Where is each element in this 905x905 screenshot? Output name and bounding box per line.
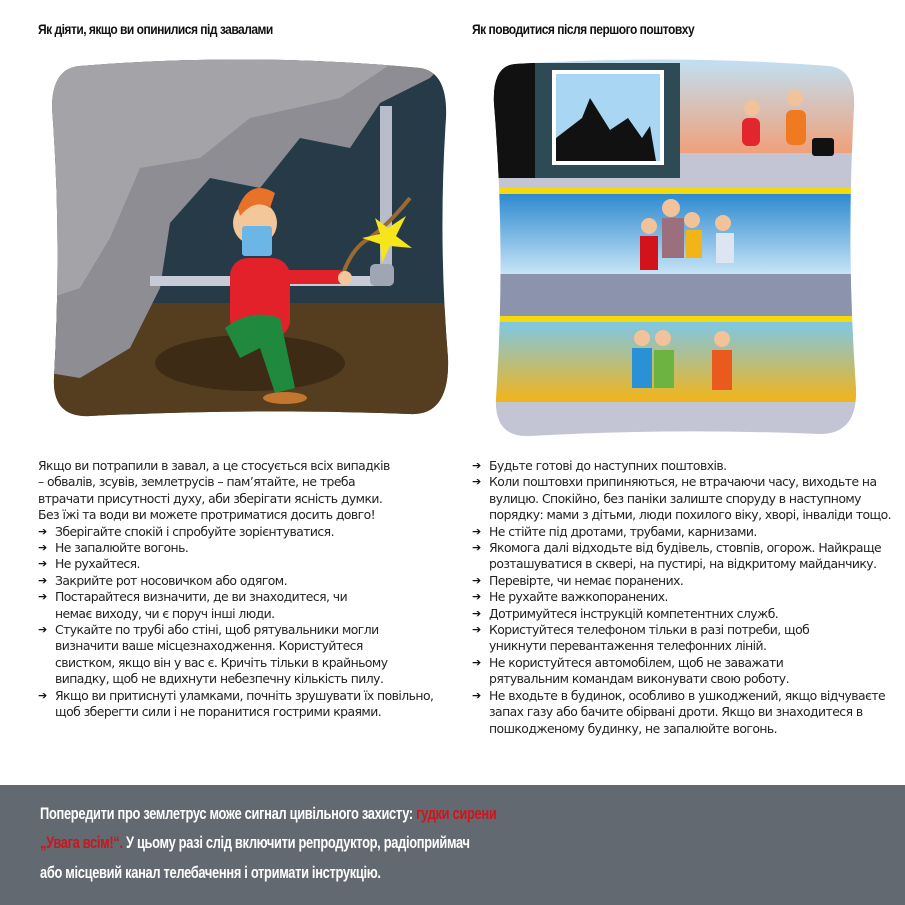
arrow-icon: ➔ (38, 573, 47, 587)
list-item: ➔ Не входьте в будинок, особливо в ушкоджений, якщо відчуваєте запах газу або бачите обірвані дроти. Якщо ви знаходитеся в пошкодженому будинку, не запалюйте вогонь. (472, 687, 886, 736)
rubble-illustration (50, 58, 450, 420)
warning-banner (0, 785, 905, 905)
left-list (38, 524, 438, 721)
left-intro (38, 458, 438, 524)
arrow-icon: ➔ (472, 524, 481, 538)
arrow-icon: ➔ (472, 573, 481, 587)
list-item: ➔ Не рухайтеся. (38, 556, 140, 572)
evacuation-illustration (490, 58, 858, 440)
arrow-icon: ➔ (38, 623, 47, 637)
right-list (472, 458, 892, 737)
banner-line-3: або місцевий канал телебачення і отримати інструкцію. (40, 864, 381, 882)
intro-line: Без їжі та води ви можете протриматися досить довго! (38, 507, 376, 523)
list-item: ➔ Закрийте рот носовичком або одягом. (38, 572, 287, 588)
shoes (263, 392, 307, 404)
arrow-icon: ➔ (472, 655, 481, 669)
list-item: ➔ Якщо ви притиснуті уламками, почніть зрушувати їх повільно, щоб зберегти сили і не поранитися гострими краями. (38, 687, 434, 720)
arm (280, 270, 345, 284)
list-item: ➔ Дотримуйтеся інструкцій компетентних служб. (472, 605, 779, 621)
list-item: ➔ Постарайтеся визначити, де ви знаходитеся, чи немає виходу, чи є поруч інші люди. (38, 589, 348, 621)
intro-line: – обвалів, зсувів, землетрусів – пам’ятайте, не треба (38, 474, 356, 490)
right-heading: Як поводитися після першого поштовху (472, 21, 695, 37)
scene2-ground (490, 274, 858, 316)
arrow-icon: ➔ (472, 541, 481, 555)
list-item: ➔ Не стійте під дротами, трубами, карнизами. (472, 523, 757, 539)
arrow-icon: ➔ (38, 524, 47, 538)
list-item: ➔ Перевірте, чи немає поранених. (472, 572, 684, 588)
left-column (38, 458, 438, 721)
list-item: ➔ Користуйтеся телефоном тільки в разі потреби, щоб уникнути перевантаження телефонних ліній. (472, 622, 810, 654)
banner-line-1: Попередити про землетрус може сигнал цивільного захисту: гудки сирени (40, 805, 497, 823)
intro-line: втрачати присутності духу, аби зберігати ясність думки. (38, 490, 383, 506)
banner-line-2: „Увага всім!“. У цьому разі слід включити репродуктор, радіоприймач (40, 834, 470, 852)
arrow-icon: ➔ (472, 475, 481, 489)
siren-highlight: гудки сирени (416, 805, 497, 823)
list-item: ➔ Якомога далі відходьте від будівель, стовпів, огорож. Найкраще розташуватися в сквері, на пустирі, на відкритому майданчику. (472, 540, 882, 572)
list-item: ➔ Стукайте по трубі або стіні, щоб рятувальники могли визначити ваше місцезнаходження. Користуйтеся свистком, якщо він у вас є. Кричіть тільки в крайньому випадку, щоб не вдихнути небезпечну кількість пилу. (38, 622, 388, 687)
arrow-icon: ➔ (38, 590, 47, 604)
arrow-icon: ➔ (472, 688, 481, 702)
divider-1 (490, 188, 858, 194)
divider-2 (490, 316, 858, 322)
arrow-icon: ➔ (472, 623, 481, 637)
right-column (472, 458, 892, 737)
left-heading: Як діяти, якщо ви опинилися під завалами (38, 21, 273, 37)
arrow-icon: ➔ (38, 557, 47, 571)
arrow-icon: ➔ (472, 459, 481, 472)
list-item: ➔ Будьте готові до наступних поштовхів. (472, 458, 727, 473)
attention-highlight: „Увага всім!“. (40, 834, 123, 852)
list-item: ➔ Не користуйтеся автомобілем, щоб не заважати рятувальним командам виконувати свою роботу. (472, 654, 789, 687)
list-item: ➔ Коли поштовхи припиняються, не втрачаючи часу, виходьте на вулицю. Спокійно, без паніки залиште споруду в наступному порядку: мами з дітьми, люди похилого віку, хворі, інваліди тощо. (472, 474, 892, 523)
arrow-icon: ➔ (472, 606, 481, 620)
list-item: ➔ Зберігайте спокій і спробуйте зорієнтуватися. (38, 523, 334, 539)
intro-line: Якщо ви потрапили в завал, а це стосується всіх випадків (38, 458, 390, 473)
arrow-icon: ➔ (472, 590, 481, 604)
arrow-icon: ➔ (38, 688, 47, 702)
list-item: ➔ Не запалюйте вогонь. (38, 540, 189, 556)
arrow-icon: ➔ (38, 541, 47, 555)
scene3-ground (490, 402, 858, 440)
handkerchief (242, 226, 272, 256)
list-item: ➔ Не рухайте важкопоранених. (472, 589, 668, 605)
